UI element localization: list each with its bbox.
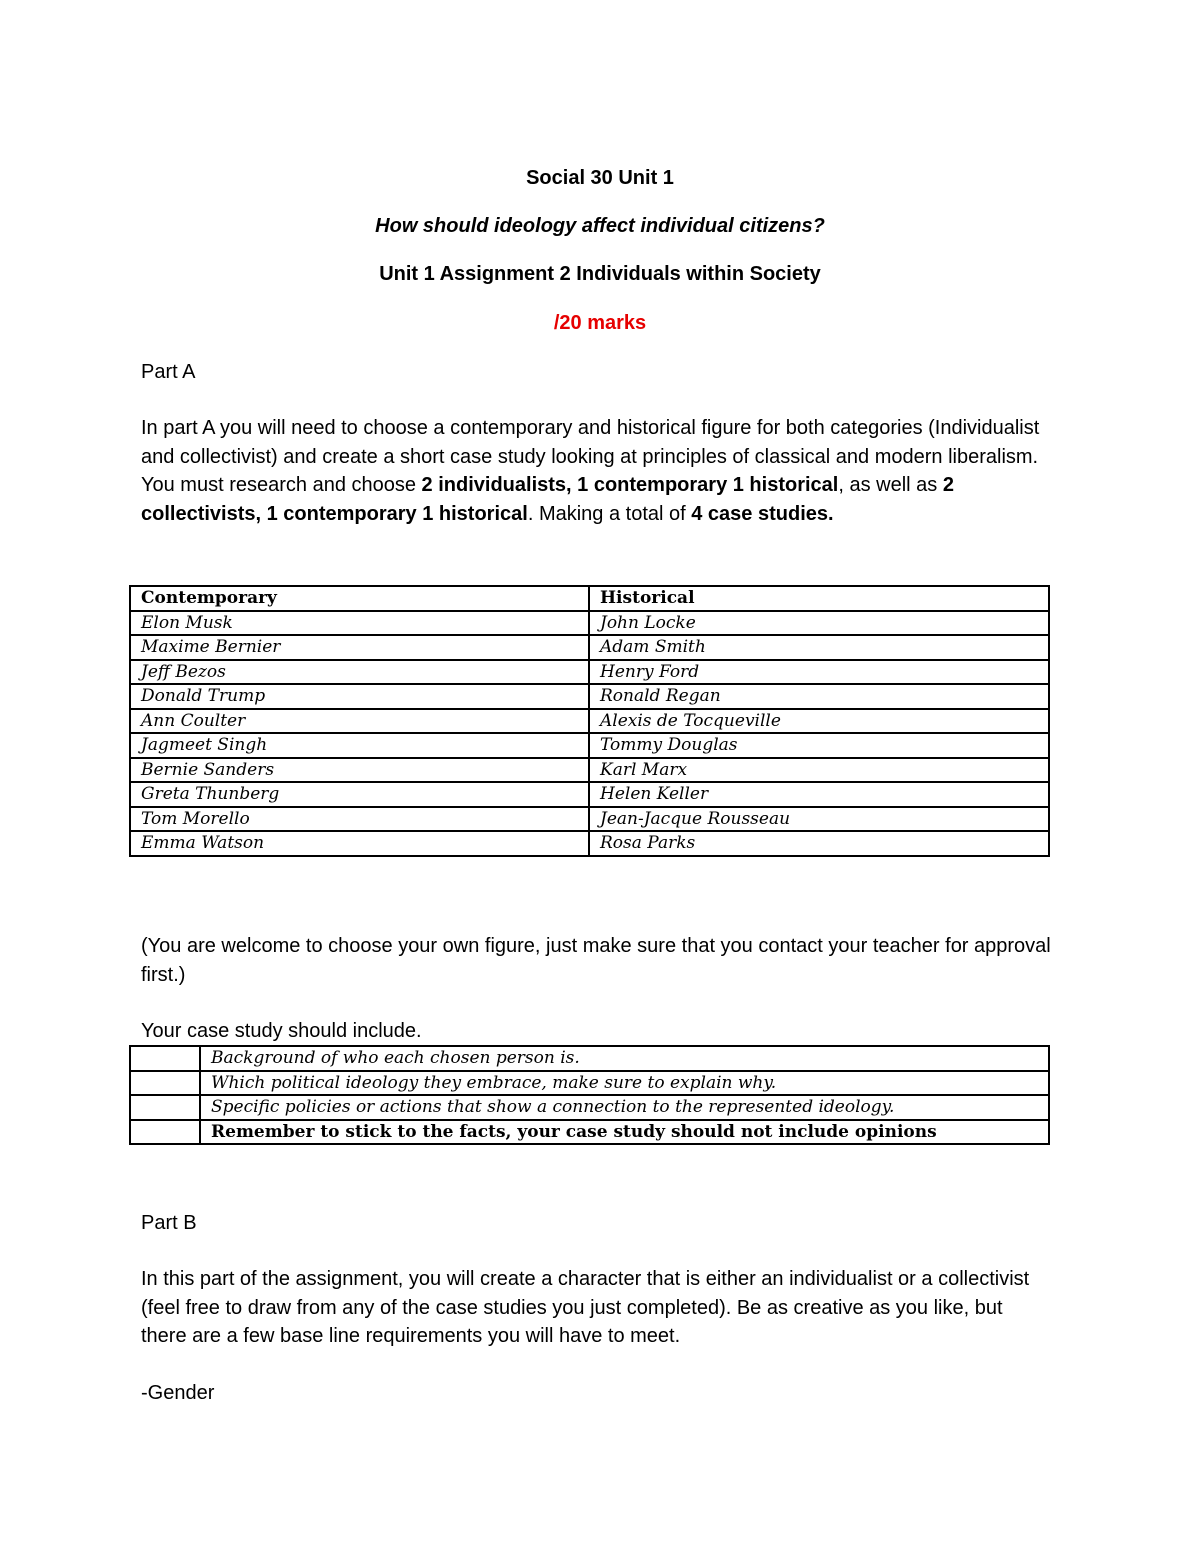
- table-row: [130, 635, 1049, 660]
- contemporary-figure: Greta Thunberg: [130, 782, 589, 807]
- figures-table: [129, 585, 1050, 857]
- table-row: [130, 758, 1049, 783]
- marks-label: /20 marks: [553, 312, 647, 334]
- intro-bold-individualists: 2 individualists, 1 contemporary 1 historical: [421, 474, 839, 497]
- historical-figure: Rosa Parks: [589, 831, 1049, 856]
- contemporary-figure: Donald Trump: [130, 684, 589, 709]
- table-row: [130, 684, 1049, 709]
- checklist-checkbox-cell[interactable]: [130, 1095, 200, 1120]
- checklist-item: Specific policies or actions that show a connection to the represented ideology.: [200, 1095, 1049, 1120]
- assignment-title: Unit 1 Assignment 2 Individuals within Society: [379, 263, 821, 285]
- contemporary-figure: Tom Morello: [130, 807, 589, 832]
- historical-figure: John Locke: [589, 611, 1049, 636]
- historical-figure: Henry Ford: [589, 660, 1049, 685]
- contemporary-figure: Elon Musk: [130, 611, 589, 636]
- checklist-row: [130, 1071, 1049, 1096]
- intro-text-3: . Making a total of: [527, 502, 692, 525]
- checklist-row: [130, 1046, 1049, 1071]
- document-title: Social 30 Unit 1: [526, 167, 674, 189]
- table-row: [130, 733, 1049, 758]
- table-header-row: [130, 586, 1049, 611]
- part-b-heading: Part B: [141, 1212, 197, 1234]
- part-a-heading: Part A: [141, 361, 196, 383]
- checklist-row: [130, 1120, 1049, 1145]
- requirements-checklist: [129, 1045, 1050, 1145]
- checklist-item: Background of who each chosen person is.: [200, 1046, 1049, 1071]
- table-row: [130, 611, 1049, 636]
- checklist-checkbox-cell[interactable]: [130, 1120, 200, 1145]
- contemporary-figure: Emma Watson: [130, 831, 589, 856]
- contemporary-figure: Jagmeet Singh: [130, 733, 589, 758]
- table-row: [130, 807, 1049, 832]
- historical-figure: Jean-Jacque Rousseau: [589, 807, 1049, 832]
- historical-figure: Adam Smith: [589, 635, 1049, 660]
- part-b-intro: In this part of the assignment, you will create a character that is either an individualist or a collectivist (feel free to draw from any of the case studies you just completed). Be as creative as you like, but there are a few base line requirements you will have to meet.: [141, 1268, 1030, 1348]
- contemporary-figure: Maxime Bernier: [130, 635, 589, 660]
- historical-figure: Ronald Regan: [589, 684, 1049, 709]
- checklist-row: [130, 1095, 1049, 1120]
- intro-bold-collectivists: 2 collectivists, 1 contemporary 1 historical: [141, 474, 954, 525]
- historical-figure: Helen Keller: [589, 782, 1049, 807]
- table-row: [130, 782, 1049, 807]
- checklist-item-facts-reminder: Remember to stick to the facts, your case study should not include opinions: [200, 1120, 1049, 1145]
- table-row: [130, 709, 1049, 734]
- contemporary-figure: Jeff Bezos: [130, 660, 589, 685]
- table-row: [130, 660, 1049, 685]
- table-row: [130, 831, 1049, 856]
- historical-figure: Tommy Douglas: [589, 733, 1049, 758]
- contemporary-figure: Ann Coulter: [130, 709, 589, 734]
- checklist-item: Which political ideology they embrace, make sure to explain why.: [200, 1071, 1049, 1096]
- part-a-intro: [141, 414, 1066, 528]
- intro-text-2: , as well as: [838, 474, 943, 497]
- column-header-historical: Historical: [589, 586, 1049, 611]
- checklist-checkbox-cell[interactable]: [130, 1046, 200, 1071]
- case-study-lead: Your case study should include.: [141, 1020, 422, 1042]
- contemporary-figure: Bernie Sanders: [130, 758, 589, 783]
- own-figure-note: (You are welcome to choose your own figure, just make sure that you contact your teacher for approval first.): [141, 935, 1051, 986]
- intro-bold-total: 4 case studies.: [691, 502, 834, 525]
- historical-figure: Alexis de Tocqueville: [589, 709, 1049, 734]
- historical-figure: Karl Marx: [589, 758, 1049, 783]
- checklist-checkbox-cell[interactable]: [130, 1071, 200, 1096]
- requirement-gender: -Gender: [141, 1382, 215, 1404]
- intro-text-1: In part A you will need to choose a contemporary and historical figure for both categories (Individualist and collectivist) and create a short case study looking at principles of classical and modern liberalism. You must research and choose: [141, 417, 1040, 497]
- guiding-question: How should ideology affect individual citizens?: [375, 215, 825, 237]
- column-header-contemporary: Contemporary: [130, 586, 589, 611]
